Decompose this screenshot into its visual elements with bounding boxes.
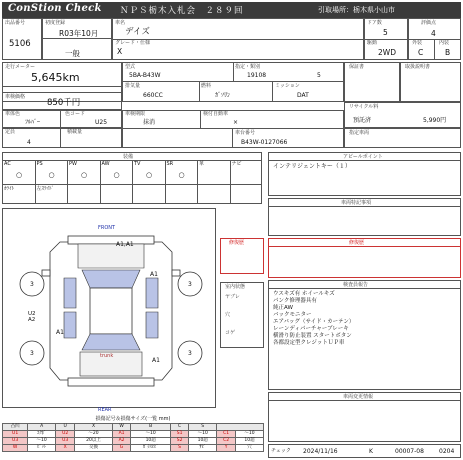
- score-cell: 評価点 4 外装 内装 C B: [408, 18, 461, 60]
- model-code: 5BA-B43W: [129, 72, 161, 79]
- footer-bar: チェック 2024/11/16 K 00007-08 0204: [268, 444, 461, 458]
- mark-left-front-2: A2: [28, 317, 36, 323]
- tire-front-left: 3: [30, 281, 34, 288]
- legend-cell: S: [170, 445, 188, 452]
- equipment-label: PS: [36, 161, 43, 167]
- trunk-label: trunk: [100, 353, 114, 359]
- auction-title: ＮＰＳ栃木入札会 ２８９回: [120, 6, 244, 16]
- recycle-fee: 5,990円: [423, 117, 447, 124]
- check-date: 2024/11/16: [303, 448, 338, 455]
- frame-number: B43W-0127066: [241, 139, 288, 146]
- damage-diagram: [2, 208, 216, 408]
- legend-cell: U2: [56, 431, 75, 438]
- equipment-grid: [2, 160, 262, 204]
- legend-cell: ﾋﾟｯﾄ: [28, 445, 56, 452]
- mark-front-fender: A1: [150, 271, 158, 278]
- legend-cell: 交換: [75, 445, 112, 452]
- mileage-value: 5,645km: [31, 71, 80, 84]
- inspector-report-line: レーンディパーチャーブレーキ: [273, 326, 349, 332]
- equipment-mark: ○: [146, 171, 153, 179]
- legend-cell: C2: [217, 438, 236, 445]
- inspector-report-line: 純正AW: [273, 305, 293, 311]
- name-cell: 車名 デイズ グレード・仕様 X: [112, 18, 364, 60]
- brand-logo: ConStion Check: [8, 3, 102, 14]
- equipment-label: ナビ: [231, 161, 242, 167]
- price-value: 850千円: [47, 98, 81, 108]
- score-value: 4: [431, 29, 436, 38]
- equipment-block: 装備: [2, 152, 262, 204]
- legend-cell: U3: [56, 438, 75, 445]
- legend-cell: S1: [170, 431, 188, 438]
- reg-cell: 初度登録 R03年10月 一般: [42, 18, 112, 60]
- inspector-report-block: 検査員報告 ウスキズ有 ホイールキズ パンク修理器具有 純正AW バックモニター エアバッグ（サイド・カーテン） レーンディパーチャーブレーキ 横滑り防止装置 スタートボタン 各都設定型クレジットＵＰ車: [268, 280, 461, 390]
- legend-cell: 10超: [131, 438, 170, 445]
- interior-box: 室内状態 ヤブレ 穴 コゲ: [220, 282, 264, 348]
- inspector-report-line: ウスキズ有 ホイールキズ: [273, 291, 335, 297]
- damage-legend: 損傷記号＆損傷サイズ(一覧 mm) 凸凹 A U X W B C S U1 ｴｸﾎﾞ U2 ～20 A1 ～10 S1 ～10 C1 ～10 U3 ～10 U3 20以上 A2 10超 S2 10超 C2 10超 W ﾋﾟｯﾄ X 交換 G ｶﾞﾗｽﾋﾋﾞ S ｻﾋﾞ Y 穴: [2, 416, 264, 452]
- legend-header-cell: C: [170, 424, 188, 431]
- legend-cell: A1: [112, 431, 131, 438]
- model-cell: 型式 5BA-B43W 指定・類別 19108 5 排気量 660CC 燃料 ｶﾞｿﾘﾝ ミッション DAT: [122, 62, 344, 102]
- front-label: FRONT: [98, 225, 116, 231]
- equipment-mark: ○: [178, 171, 185, 179]
- price-cell: 車検価格 850千円: [2, 92, 122, 110]
- equipment-mark: ○: [113, 171, 120, 179]
- legend-cell: 10超: [236, 438, 264, 445]
- legend-cell: A2: [112, 438, 131, 445]
- legend-cell: ｴｸﾎﾞ: [28, 431, 56, 438]
- legend-header-cell: 凸凹: [3, 424, 28, 431]
- equipment-label: 左ｽﾗｲﾄﾞ: [36, 186, 55, 192]
- repair-small-box: 修復歴: [220, 238, 264, 274]
- legend-cell: ～10: [131, 431, 170, 438]
- equipment-label: SR: [166, 161, 174, 167]
- legend-cell: ～10: [189, 431, 217, 438]
- recycle-cell: リサイクル料 預託済 5,990円: [344, 102, 461, 128]
- legend-cell: ｶﾞﾗｽﾋﾋﾞ: [131, 445, 170, 452]
- manual-cell: 取扱説明書: [400, 62, 461, 102]
- tire-rear-left: 3: [30, 350, 34, 357]
- color-cell: 車体色 ﾌﾙﾊﾞｰ 色コード U25: [2, 110, 122, 128]
- legend-cell: Y: [217, 445, 236, 452]
- legend-cell: C1: [217, 431, 236, 438]
- equipment-mark: ○: [48, 171, 55, 179]
- equipment-label: AW: [101, 161, 110, 167]
- equipment-mark: ○: [16, 171, 23, 179]
- header-bar: [2, 2, 461, 18]
- inspection-cell: 車検期限 抹消 検付自動車 × 車台番号 B43W-0127066: [122, 110, 344, 148]
- mark-rear-quarter: A1: [152, 357, 160, 364]
- legend-cell: ～20: [75, 431, 112, 438]
- legend-header-cell: U: [56, 424, 75, 431]
- inspector-report-line: 横滑り防止装置 スタートボタン: [273, 333, 352, 339]
- equipment-label: TV: [134, 161, 141, 167]
- change-info-block: 車両変更情報: [268, 392, 461, 442]
- legend-header-cell: B: [131, 424, 170, 431]
- inspector-report-line: エアバッグ（サイド・カーテン）: [273, 319, 355, 325]
- legend-cell: U1: [3, 431, 28, 438]
- use-type: 一般: [65, 49, 80, 58]
- legend-cell: 10超: [189, 438, 217, 445]
- equipment-label: PW: [69, 161, 77, 167]
- legend-cell: U3: [3, 438, 28, 445]
- inspector-report-line: 各都設定型クレジットＵＰ車: [273, 340, 345, 346]
- rear-label: REAR: [98, 407, 112, 413]
- legend-header-cell: W: [112, 424, 131, 431]
- appeal-text: インテリジェントキー（１）: [273, 163, 351, 170]
- legend-table: [2, 423, 264, 452]
- legend-cell: G: [112, 445, 131, 452]
- mileage-cell: 走行メーター 5,645km: [2, 62, 122, 102]
- pickup-location: 引取場所：栃木県小山市: [318, 6, 395, 14]
- legend-header-cell: S: [189, 424, 217, 431]
- car-name: デイズ: [125, 27, 150, 37]
- inspector-report-lines: [273, 291, 354, 347]
- legend-cell: X: [56, 445, 75, 452]
- legend-cell: 20以上: [75, 438, 112, 445]
- legend-cell: 穴: [236, 445, 264, 452]
- reg-date: R03年10月: [59, 29, 99, 38]
- mark-left-door: A1: [56, 329, 64, 336]
- capacity-cell: 定員 4 積載量: [2, 128, 122, 148]
- mark-left-front: U2: [28, 311, 36, 317]
- legend-cell: ｻﾋﾞ: [189, 445, 217, 452]
- equipment-label: 革: [199, 161, 205, 167]
- legend-header-cell: X: [75, 424, 112, 431]
- designated-cell: 指定車両: [344, 128, 461, 148]
- vehicle-memo-block: 車両特記事項: [268, 198, 461, 236]
- equipment-label: ｶﾗｲﾄ: [4, 186, 15, 192]
- legend-cell: W: [3, 445, 28, 452]
- lot-cell: 出品番号 5106: [2, 18, 42, 60]
- appeal-block: アピールポイント インテリジェントキー（１）: [268, 152, 461, 196]
- legend-cell: S2: [170, 438, 188, 445]
- tire-rear-right: 3: [188, 350, 192, 357]
- legend-cell: ～10: [28, 438, 56, 445]
- repair-history-block: 修復歴: [268, 238, 461, 278]
- inspector-report-line: バックモニター: [273, 312, 312, 318]
- doors-cell: ドア数 5 駆動 2WD: [364, 18, 408, 60]
- equipment-label: AC: [4, 161, 11, 167]
- mark-front-bumper: A1,A1: [116, 241, 134, 248]
- legend-header-cell: A: [28, 424, 56, 431]
- equipment-mark: ○: [81, 171, 88, 179]
- warranty-cell: 保証書: [344, 62, 400, 102]
- inspector-report-line: パンク修理器具有: [273, 298, 317, 304]
- lot-number: 5106: [9, 39, 31, 49]
- legend-cell: ～10: [236, 431, 264, 438]
- tire-front-right: 3: [188, 281, 192, 288]
- grade-value: X: [117, 47, 123, 56]
